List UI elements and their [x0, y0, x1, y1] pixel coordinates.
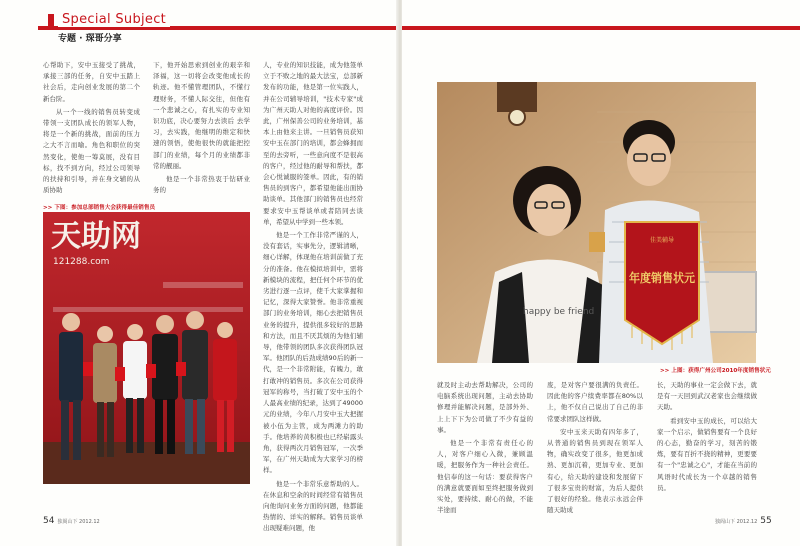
- paragraph: 从一个一线的销售员转变成带领一支团队成长的领军人物，将是一个新的挑战，面前的压力之大不言而喻。角色和职位的突然变化，使他一筹莫展，没有目标，找不到方向，经过公司领导的扶持和引导，并在身文辅的从质协助: [43, 107, 140, 195]
- section-title: Special Subject: [58, 12, 170, 27]
- paragraph: 安中玉来天助有四年多了，从普通的销售员到现在领军人物，确实改变了很多，他更加成熟、更加沉着，更加专业、更加有心，给天助的建设和发展留下了很多宝贵的财富，为后人提供了很好的经验。他表示永远会伴随天助成: [547, 427, 643, 515]
- folio-right: [712, 516, 772, 526]
- shirt-text: happy be friend: [523, 307, 595, 317]
- header-marker: [48, 14, 54, 28]
- left-column-3: [263, 60, 363, 533]
- award-winner-photo: [437, 82, 756, 363]
- left-column-2: [153, 60, 250, 210]
- caption-arrow-icon: >>: [660, 368, 670, 374]
- group-photo-illustration: [43, 212, 250, 484]
- paragraph: 他是一个非常乐意帮助的人。在休息和空余的时间经常有销售员向他询问业务方面的问题，他都能热情的、详实的解释。销售员谈单出现疑难问题，他: [263, 479, 363, 533]
- section-subtitle: 专题 · 琛哥分享: [58, 34, 122, 44]
- paragraph: 他是一个非常有责任心的人，对客户细心入微，兼顾温暖，把服务作为一种社会责任。他信奉的这一句话：要获得客户的满意就要面如至终把服务做到实处，要持续、耐心的做，不能半途而: [437, 439, 533, 515]
- paragraph: 心帮助下，安中玉接受了挑战，承接三部的任务，自安中玉踏上社会后，走向创业发展的第二个新台阶。: [43, 61, 140, 103]
- caption-arrow-icon: >>: [43, 205, 53, 211]
- photo-banner-url: 121288.com: [53, 257, 110, 267]
- folio-left: [43, 516, 103, 526]
- left-column-1: [43, 60, 140, 210]
- page-number: 54: [43, 516, 55, 526]
- photo-banner-text: 天助网: [51, 219, 141, 254]
- magazine-issue: 独阁山下 2012.12: [57, 519, 100, 525]
- right-column-1: [437, 380, 533, 515]
- paragraph: 人，专业的知识技能，成为他签单立于不败之地的最大法宝，总部新发布的功能，他是第一位实践人，并在公司辅导培训，"技术专家"成为广州天助人对他的高度评价。因此，广州保善公司的业务培训，基本上由他来主讲。一旦销售员获知安中玉在部门的培训，都会蜂拥而至的去旁听，一些意向度不是很高的客户，经过他的耐导和帮扶，都会心悦诚服的签单。因此，有的销售员的到客户，都希望他能出面协助谈单。其他部门的销售员也经常要求安中玉帮谈单或者陪同去谈单，希望从中学到一些本领。: [263, 61, 363, 226]
- paragraph: 他是一个工作非常严谨的人，没有套话，实事先分，逻辑清晰，细心详解，体现他在培训前做了充分的准备。他在模拟培训中，需将新模块的流程，把任何个环节的优劣进行逐一点评，使千大家掌握和记忆，深得大家赞誉。他非常重视部门的业务培训，细心去把销售员业务的提升，提供很多较好的思路和方法，而且不厌其烦的为他们辅导，他带领的团队多次获得团队冠军。他团队的后劲成绩90后的新一代，是一个非常附能，有魄力，敢打敢冲的销售员。多次在公司获得冠军的称号，当打破了安中玉的个人最高业绩的纪录，达到了49000元的业绩，今年八月安中玉大把握被小伍为主管，成为两滩力的助手。他培养的黄积极也已经崭露头角，获得两次月销售冠军，一次季军，在广州天助成为大家学习的榜样。: [263, 231, 363, 475]
- paragraph: 他是一个非常热衷于钻研业务的: [153, 175, 250, 195]
- header-rule-right: [402, 26, 800, 30]
- paragraph: 长，天助的事业一定会做下去，就是有一天回到武汉老家也会继续做天助。: [657, 381, 757, 412]
- pennant-small-text: 佳美辅导: [649, 237, 675, 244]
- left-page: [0, 0, 398, 546]
- paragraph: 看到安中玉的成长，可以给大家一个启示，做销售要有一个良好的心态，勤奋的学习，刻苦的锻炼，要有百折不挠的精神，更要要有一个"忠诚之心"，才能在当前的风语时代成长为一个卓越的销售员。: [657, 416, 757, 492]
- photo-caption-left: >> 下图：参加总部销售大会获得最佳销售员: [43, 205, 156, 211]
- winner-photo-illustration: [437, 82, 756, 363]
- photo-caption-right: >> 上图：获得广州公司2010年度销售状元: [660, 368, 771, 374]
- right-column-3: [657, 380, 757, 508]
- paragraph: 就及时主动去帮助解决，公司的电脑系统出现问题，主动去协助修理并能解决问题，是部外外、上上下下为公司做了不少有益的事。: [437, 381, 533, 434]
- right-column-2: [547, 380, 643, 515]
- paragraph: 下，他开始思索到创业的艰辛和泽福，这一切将会改变他成长的轨迹。他不懂管理团队，不懂行理财务，不懂人际交往，但他有一个悲诚之心，有扎实的专业知识功底，决心要努力去读后 去学习，去实践，他继明的维定和快速的领悟，使他很快的就能把控部门的业绩，每个月的业绩都非常的靓丽。: [153, 61, 250, 170]
- magazine-issue: 独阁山下 2012.12: [715, 519, 758, 525]
- pennant-title: 年度销售状元: [629, 271, 702, 285]
- award-group-photo: [43, 212, 250, 484]
- right-page: [402, 0, 800, 546]
- page-number: 55: [760, 516, 772, 526]
- paragraph: 废，是对客户要很满的负责任。因此他的客户续费率都在80%以上，他不仅自己说出了自己的非常要求团队这样做。: [547, 381, 643, 423]
